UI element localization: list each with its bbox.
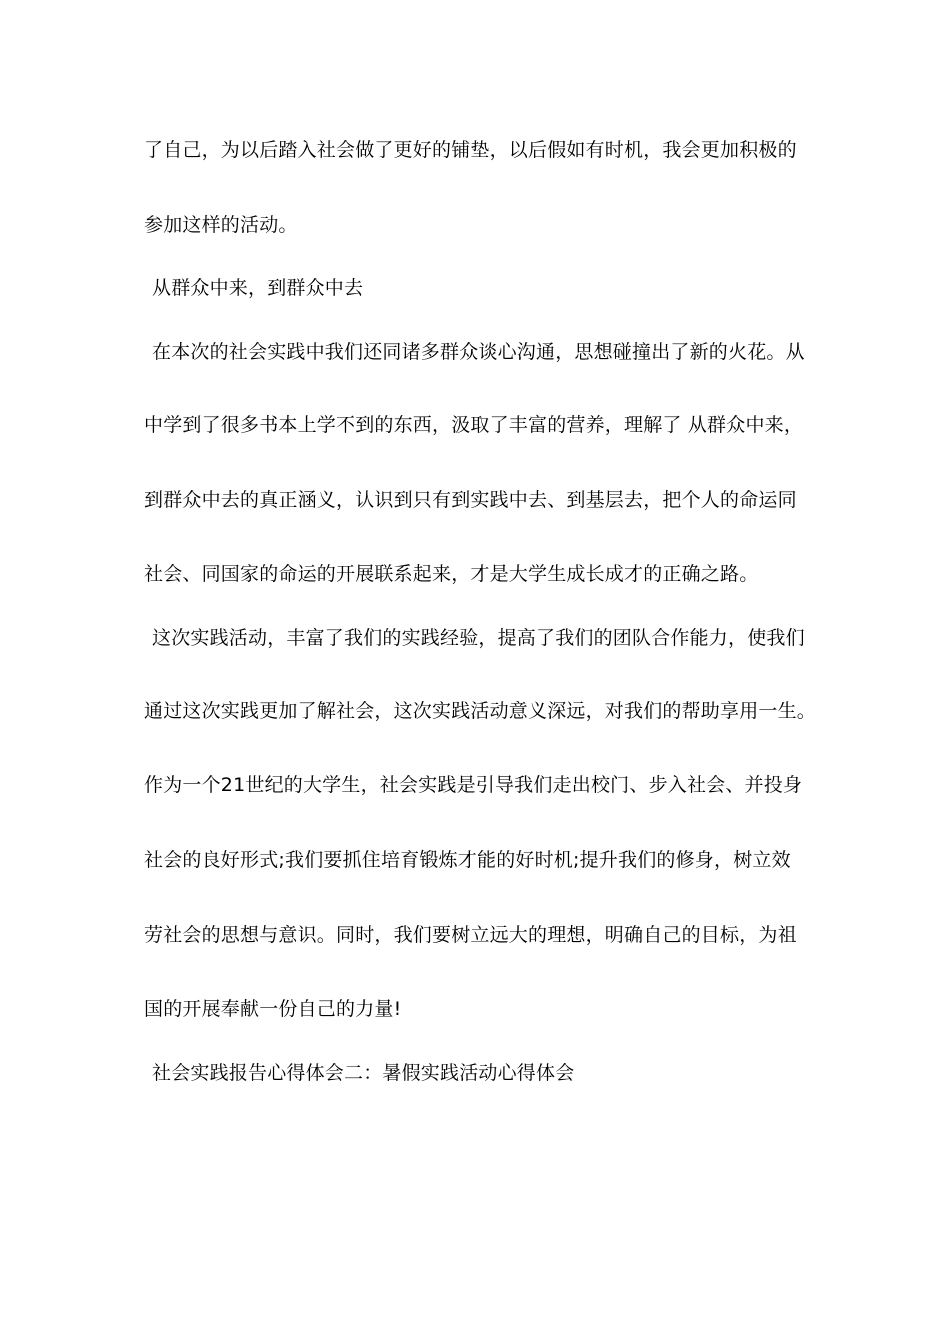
paragraph-line: 国的开展奉献一份自己的力量!: [144, 998, 402, 1020]
paragraph-line: 参加这样的活动。: [144, 214, 298, 236]
section-heading: 社会实践报告心得体会二：暑假实践活动心得体会: [152, 1062, 575, 1084]
paragraph-line: 这次实践活动，丰富了我们的实践经验，提高了我们的团队合作能力，使我们: [152, 627, 805, 649]
paragraph-line: 作为一个21世纪的大学生，社会实践是引导我们走出校门、步入社会、并投身: [144, 774, 803, 796]
paragraph-line: 通过这次实践更加了解社会，这次实践活动意义深远，对我们的帮助享用一生。: [144, 700, 817, 722]
paragraph-line: 在本次的社会实践中我们还同诸多群众谈心沟通，思想碰撞出了新的火花。从: [152, 341, 805, 363]
paragraph-line: 中学到了很多书本上学不到的东西，汲取了丰富的营养，理解了 从群众中来，: [144, 414, 804, 436]
paragraph-line: 社会、同国家的命运的开展联系起来，才是大学生成长成才的正确之路。: [144, 563, 759, 585]
paragraph-line: 劳社会的思想与意识。同时，我们要树立远大的理想，明确自己的目标，为祖: [144, 924, 797, 946]
paragraph-line: 社会的良好形式;我们要抓住培育锻炼才能的好时机;提升我们的修身，树立效: [144, 849, 791, 871]
paragraph-line: 了自己，为以后踏入社会做了更好的铺垫，以后假如有时机，我会更加积极的: [144, 139, 797, 161]
paragraph-line: 到群众中去的真正涵义，认识到只有到实践中去、到基层去，把个人的命运同: [144, 489, 797, 511]
section-heading: 从群众中来，到群众中去: [152, 277, 364, 299]
